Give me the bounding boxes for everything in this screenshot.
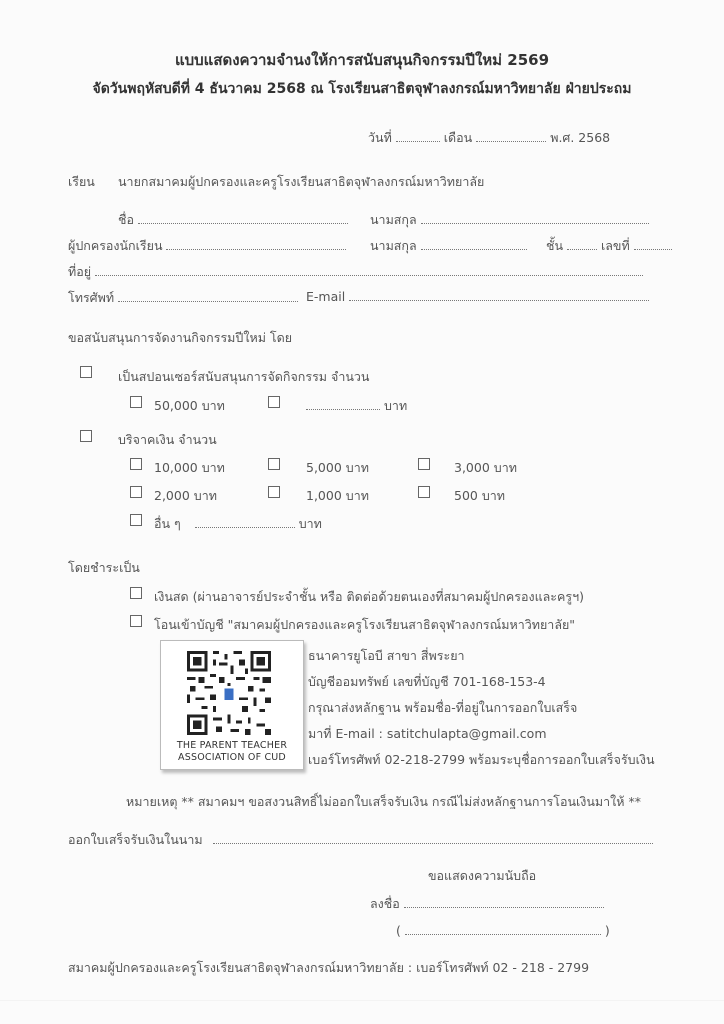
- closing-regards: ขอแสดงความนับถือ: [428, 868, 537, 883]
- phone-field[interactable]: [118, 289, 298, 302]
- number-field[interactable]: [634, 237, 672, 250]
- payment-label: โดยชำระเป็น: [68, 560, 140, 575]
- donation-2000-label: 2,000 บาท: [154, 488, 217, 503]
- account-line: บัญชีออมทรัพย์ เลขที่บัญชี 701-168-153-4: [308, 674, 546, 689]
- surname2-label: นามสกุล: [370, 238, 417, 253]
- salutation-recipient: นายกสมาคมผู้ปกครองและครูโรงเรียนสาธิตจุฬาลงกรณ์มหาวิทยาลัย: [118, 174, 485, 189]
- payment-transfer-label: โอนเข้าบัญชี "สมาคมผู้ปกครองและครูโรงเรียนสาธิตจุฬาลงกรณ์มหาวิทยาลัย": [154, 617, 576, 632]
- email-row: [306, 288, 649, 304]
- surname-row: [370, 210, 649, 230]
- qr-code-card: [160, 640, 304, 770]
- donation-1000-checkbox[interactable]: [268, 486, 280, 498]
- sponsor-custom-unit: บาท: [383, 398, 408, 413]
- qr-caption-line1: THE PARENT TEACHER: [176, 740, 288, 751]
- email-contact-line: มาที่ E-mail : satitchulapta@gmail.com: [308, 726, 547, 741]
- signature-label: ลงชื่อ: [370, 896, 400, 911]
- qr-caption-line2: ASSOCIATION OF CUD: [178, 752, 286, 763]
- signature-field[interactable]: [404, 895, 604, 908]
- day-field[interactable]: [396, 129, 440, 142]
- sponsor-50000-label: 50,000 บาท: [154, 398, 225, 413]
- phone-contact-line: เบอร์โทรศัพท์ 02-218-2799 พร้อมระบุชื่อการออกใบเสร็จรับเงิน: [308, 752, 655, 767]
- sponsor-label: เป็นสปอนเซอร์สนับสนุนการจัดกิจกรรม จำนวน: [118, 369, 370, 384]
- address-row: [68, 262, 643, 282]
- phone-label: โทรศัพท์: [68, 290, 115, 305]
- salutation-label: เรียน: [68, 174, 95, 189]
- payment-cash-label: เงินสด (ผ่านอาจารย์ประจำชั้น หรือ ติดต่อด้วยตนเองที่สมาคมผู้ปกครองและครูฯ): [154, 589, 584, 604]
- day-label: วันที่: [368, 130, 392, 145]
- qr-code-icon: [187, 651, 271, 735]
- footer-contact: สมาคมผู้ปกครองและครูโรงเรียนสาธิตจุฬาลงกรณ์มหาวิทยาลัย : เบอร์โทรศัพท์ 02 - 218 - 2799: [68, 960, 590, 975]
- donation-1000-label: 1,000 บาท: [306, 488, 369, 503]
- payment-cash-checkbox[interactable]: [130, 587, 142, 599]
- donation-3000-checkbox[interactable]: [418, 458, 430, 470]
- email-label: E-mail: [306, 289, 346, 304]
- signature-row: [370, 894, 604, 914]
- donation-checkbox[interactable]: [80, 430, 92, 442]
- grade-field[interactable]: [567, 237, 597, 250]
- surname-label: นามสกุล: [370, 212, 417, 227]
- year-label: พ.ศ. 2568: [550, 130, 611, 145]
- grade-label: ชั้น: [546, 238, 564, 253]
- remark-note: หมายเหตุ ** สมาคมฯ ขอสงวนสิทธิ์ไม่ออกใบเสร็จรับเงิน กรณีไม่ส่งหลักฐานการโอนเงินมาให้ **: [126, 794, 641, 809]
- donation-500-checkbox[interactable]: [418, 486, 430, 498]
- sponsor-50000-checkbox[interactable]: [130, 396, 142, 408]
- donation-10000-checkbox[interactable]: [130, 458, 142, 470]
- printed-name-row: [396, 922, 610, 938]
- support-intro: ขอสนับสนุนการจัดงานกิจกรรมปีใหม่ โดย: [68, 330, 293, 345]
- donation-other-checkbox[interactable]: [130, 514, 142, 526]
- surname-field[interactable]: [421, 211, 649, 224]
- sponsor-custom-row: [306, 396, 407, 416]
- surname2-field[interactable]: [421, 237, 527, 250]
- form-subtitle: จัดวันพฤหัสบดีที่ 4 ธันวาคม 2568 ณ โรงเรียนสาธิตจุฬาลงกรณ์มหาวิทยาลัย ฝ่ายประถม: [92, 81, 632, 97]
- donation-other-unit: บาท: [298, 516, 322, 531]
- bank-line: ธนาคารยูโอบี สาขา สี่พระยา: [308, 648, 465, 663]
- donation-other-field[interactable]: [195, 515, 295, 528]
- donation-500-label: 500 บาท: [454, 488, 506, 503]
- month-field[interactable]: [476, 129, 546, 142]
- month-label: เดือน: [443, 130, 473, 145]
- grade-row: [546, 236, 672, 256]
- donation-2000-checkbox[interactable]: [130, 486, 142, 498]
- donation-3000-label: 3,000 บาท: [454, 460, 517, 475]
- donation-10000-label: 10,000 บาท: [154, 460, 225, 475]
- receipt-name-label: ออกใบเสร็จรับเงินในนาม: [68, 832, 203, 847]
- donation-5000-checkbox[interactable]: [268, 458, 280, 470]
- phone-row: [68, 288, 298, 308]
- receipt-name-field[interactable]: [213, 831, 653, 844]
- parent-row: [68, 236, 346, 256]
- sponsor-checkbox[interactable]: [80, 366, 92, 378]
- form-title: แบบแสดงความจำนงให้การสนับสนุนกิจกรรมปีใหม่ 2569: [174, 51, 550, 69]
- address-field[interactable]: [95, 263, 643, 276]
- sponsor-custom-checkbox[interactable]: [268, 396, 280, 408]
- date-line: [368, 128, 610, 148]
- printed-name-field[interactable]: [405, 922, 601, 935]
- instruction-line: กรุณาส่งหลักฐาน พร้อมชื่อ-ที่อยู่ในการออกใบเสร็จ: [308, 700, 578, 715]
- donation-label: บริจาคเงิน จำนวน: [118, 432, 217, 447]
- donation-other-label: อื่น ๆ: [154, 516, 181, 531]
- paren-open: (: [396, 923, 401, 938]
- donation-5000-label: 5,000 บาท: [306, 460, 369, 475]
- number-label: เลขที่: [601, 238, 630, 253]
- name-label: ชื่อ: [118, 212, 134, 227]
- sponsor-custom-field[interactable]: [306, 397, 380, 410]
- paren-close: ): [604, 923, 610, 938]
- parent-field[interactable]: [166, 237, 346, 250]
- parent-label: ผู้ปกครองนักเรียน: [68, 238, 163, 253]
- address-label: ที่อยู่: [68, 264, 92, 279]
- email-field[interactable]: [349, 288, 649, 301]
- receipt-name-row: [68, 830, 653, 850]
- payment-transfer-checkbox[interactable]: [130, 615, 142, 627]
- name-row: [118, 210, 348, 230]
- surname2-row: [370, 236, 527, 256]
- name-field[interactable]: [138, 211, 348, 224]
- donation-other-row: [154, 514, 322, 534]
- scan-artifact: [0, 1000, 724, 1001]
